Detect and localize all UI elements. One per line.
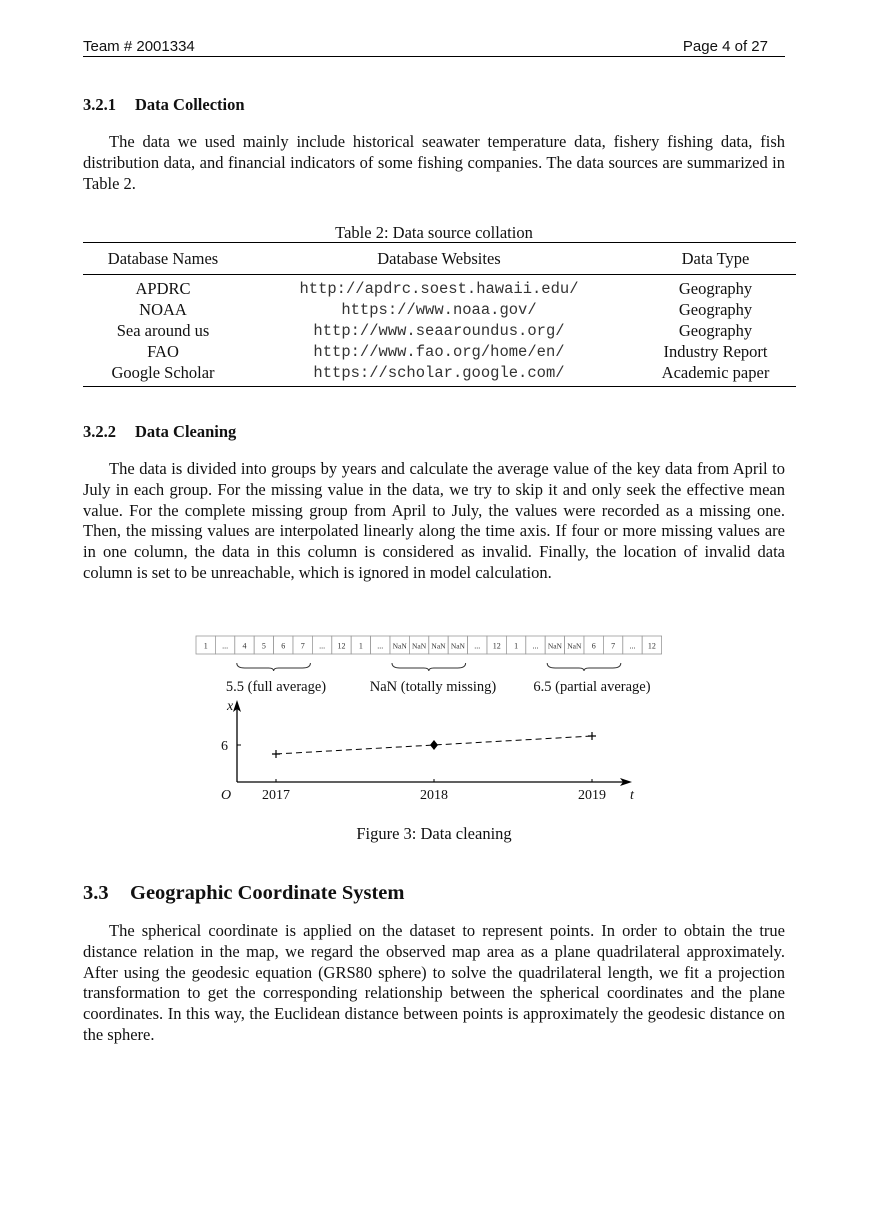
month-cell-label: 4 — [242, 641, 247, 651]
month-cell-label: ... — [319, 641, 326, 651]
month-cell-label: 1 — [203, 641, 208, 651]
brace-label-totally-missing: NaN (totally missing) — [369, 679, 497, 695]
month-cell — [429, 636, 448, 654]
section-title: Data Cleaning — [135, 422, 237, 441]
paragraph-geographic-coordinates: The spherical coordinate is applied on the dataset to represent points. In order to obtain the true distance relation in the map, we regard the observed map area as a plane quadrilateral approximately. After using the geodesic equation (GRS80 sphere) to solve the quadrilateral length, we fit a projection transformation to get the corresponding relationship between the spherical coordinates and the plane coordinates. In this way, the Euclidean distance between points is approximately the geodesic distance on the sphere. — [83, 921, 785, 1044]
x-tick-label: 2019 — [578, 788, 606, 803]
month-cell — [584, 636, 603, 654]
heading-data-collection — [83, 95, 245, 115]
section-title: Data Collection — [135, 95, 245, 114]
figure-caption: Figure 3: Data cleaning — [356, 824, 512, 843]
month-cells — [196, 636, 662, 654]
table-header-row — [83, 243, 796, 275]
month-cell-label: 1 — [358, 641, 363, 651]
month-cell — [351, 636, 370, 654]
data-source-table — [83, 242, 796, 387]
section-title: Geographic Coordinate System — [130, 882, 405, 904]
month-cell — [390, 636, 409, 654]
month-cell — [274, 636, 293, 654]
figure-svg — [183, 632, 683, 810]
month-cell — [642, 636, 661, 654]
table-row — [83, 275, 796, 300]
month-cell-label: 12 — [492, 641, 501, 651]
origin-label: O — [221, 788, 232, 803]
section-number: 3.2.2 — [83, 422, 116, 441]
table-row — [83, 321, 796, 342]
section-number: 3.2.1 — [83, 95, 116, 114]
column-header: Database Websites — [243, 243, 635, 275]
month-cell — [623, 636, 642, 654]
month-cell — [371, 636, 390, 654]
database-name: FAO — [147, 341, 179, 361]
team-number: Team # 2001334 — [83, 38, 195, 55]
month-cell-label: NaN — [431, 641, 446, 651]
x-tick-label: 2018 — [420, 788, 448, 803]
month-cell — [506, 636, 525, 654]
month-cell-label: NaN — [392, 641, 407, 651]
heading-data-cleaning — [83, 422, 236, 442]
month-cell-label: ... — [474, 641, 481, 651]
month-cell-label: NaN — [450, 641, 465, 651]
y-tick-label: 6 — [221, 739, 228, 754]
page-number: Page 4 of 27 — [682, 38, 768, 55]
data-type: Geography — [678, 279, 753, 299]
database-url: https://scholar.google.com/ — [243, 362, 635, 386]
month-cell — [196, 636, 215, 654]
month-cell — [565, 636, 584, 654]
table-row — [83, 362, 796, 386]
month-cell — [312, 636, 331, 654]
paragraph-data-cleaning: The data is divided into groups by years and calculate the average value of the key data from April to July in each group. For the missing value in the data, we try to skip it and only seek the effective mean value. For the complete missing group from April to July, the values were recorded as a missing one. Then, the missing values are interpolated linearly along the time axis. If four or more missing values are in one column, the data in this column is considered as invalid. Finally, the location of invalid data column is set to be unreachable, which is ignored in model calculation. — [83, 459, 785, 582]
month-cell-label: ... — [222, 641, 229, 651]
database-url: http://apdrc.soest.hawaii.edu/ — [299, 280, 579, 299]
month-cell — [409, 636, 428, 654]
x-axis-label: t — [630, 788, 634, 803]
month-cell-label: ... — [532, 641, 539, 651]
month-cell — [545, 636, 564, 654]
month-cell — [293, 636, 312, 654]
month-cell — [487, 636, 506, 654]
table-row — [83, 341, 796, 362]
database-url: http://www.seaaroundus.org/ — [313, 321, 565, 340]
column-header: Database Names — [83, 243, 243, 275]
month-cell-label: 6 — [281, 641, 286, 651]
month-cell — [215, 636, 234, 654]
month-cell-label: NaN — [412, 641, 427, 651]
month-cell-label: 12 — [647, 641, 656, 651]
table-row — [83, 300, 796, 321]
month-cell-label: 6 — [591, 641, 596, 651]
heading-geographic-coordinate-system — [83, 882, 404, 905]
data-type: Geography — [678, 300, 753, 320]
month-cell-label: ... — [377, 641, 384, 651]
data-cleaning-figure — [183, 632, 683, 810]
month-cell-label: 12 — [337, 641, 346, 651]
database-name: Sea around us — [116, 320, 210, 340]
month-cell-label: 1 — [514, 641, 519, 651]
data-type: Industry Report — [663, 341, 768, 361]
x-tick-label: 2017 — [262, 788, 290, 803]
brace-label-full-average: 5.5 (full average) — [225, 679, 327, 695]
month-cell — [468, 636, 487, 654]
database-url: https://www.noaa.gov/ — [341, 301, 537, 320]
table-caption: Table 2: Data source collation — [335, 223, 533, 242]
brace-label-partial-average: 6.5 (partial average) — [533, 679, 651, 695]
database-name: Google Scholar — [83, 362, 243, 386]
y-axis-label: x — [227, 699, 234, 714]
month-cell — [603, 636, 622, 654]
database-name: APDRC — [135, 279, 191, 299]
month-cell — [254, 636, 273, 654]
month-cell — [332, 636, 351, 654]
month-cell — [526, 636, 545, 654]
month-cell — [448, 636, 467, 654]
month-cell-label: ... — [629, 641, 636, 651]
month-cell-label: 7 — [611, 641, 616, 651]
column-header: Data Type — [635, 243, 796, 275]
month-cell-label: NaN — [567, 641, 582, 651]
month-cell-label: 5 — [261, 641, 266, 651]
database-name: NOAA — [139, 300, 187, 320]
month-cell-label: 7 — [300, 641, 305, 651]
database-url: http://www.fao.org/home/en/ — [313, 342, 565, 361]
month-cell-label: NaN — [547, 641, 562, 651]
paragraph-data-collection: The data we used mainly include historical seawater temperature data, fishery fishing data, fish distribution data, and financial indicators of some fishing companies. The data sources are summarized in Table 2. — [83, 132, 785, 193]
data-type: Geography — [678, 320, 753, 340]
section-number: 3.3 — [83, 882, 109, 904]
data-type: Academic paper — [635, 362, 796, 386]
running-header — [83, 38, 785, 57]
month-cell — [235, 636, 254, 654]
